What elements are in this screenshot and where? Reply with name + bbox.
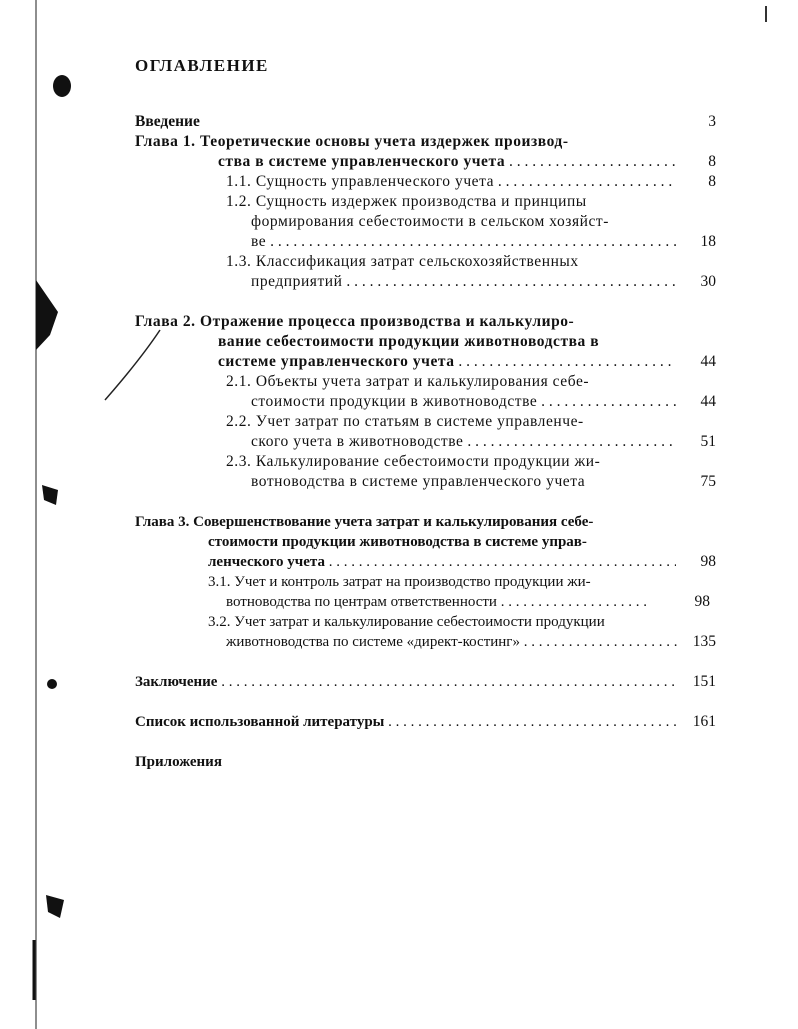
hole-punch-blot — [47, 679, 57, 689]
toc-1-2-line2: формирования себестоимости в сельском хозяйст- — [251, 213, 609, 230]
toc-ch3-page: 98 — [700, 553, 716, 570]
toc-ch1-page: 8 — [708, 153, 716, 170]
toc-conclusion-page: 151 — [692, 673, 716, 690]
toc-appendix-label: Приложения — [135, 754, 222, 770]
toc-2-3-line2: вотноводства в системе управленческого учета — [251, 473, 586, 490]
toc-ch2-title-line3: системе управленческого учета . . . — [218, 352, 676, 372]
toc-ch2-title-line2: вание себестоимости продукции животноводства в — [218, 333, 600, 350]
toc-2-2-page: 51 — [700, 433, 716, 450]
toc-2-1-page: 44 — [700, 393, 716, 410]
toc-3-1-line1: 3.1. Учет и контроль затрат на производство продукции жи- — [208, 574, 591, 590]
toc-1-1-page: 8 — [708, 173, 716, 190]
toc-ch2-page: 44 — [700, 353, 716, 370]
toc-1-2-line1: 1.2. Сущность издержек производства и принципы — [226, 193, 587, 210]
toc-references-page: 161 — [692, 713, 716, 730]
toc-ch1-title-line1: Глава 1. Теоретические основы учета издержек производ- — [135, 133, 569, 150]
toc-1-3-line1: 1.3. Классификация затрат сельскохозяйственных — [226, 253, 579, 270]
toc-2-3-line1: 2.3. Калькулирование себестоимости продукции жи- — [226, 453, 601, 470]
hole-punch-blot — [42, 485, 58, 505]
toc-3-1-page: 98 — [694, 593, 710, 610]
toc-1-3-line2: предприятий . . . — [251, 272, 676, 292]
toc-2-3-page: 75 — [700, 473, 716, 490]
hole-punch-blot — [46, 895, 64, 918]
toc-heading: ОГЛАВЛЕНИЕ — [135, 56, 269, 75]
toc-references-label: Список использованной литературы . . . — [135, 712, 678, 732]
toc-3-2-line2: животноводства по системе «директ-костинг» . . . — [226, 632, 678, 652]
toc-conclusion-label: Заключение . . . — [135, 672, 678, 692]
toc-intro-page: 3 — [708, 113, 716, 130]
toc-2-2-line2: ского учета в животноводстве . . . — [251, 432, 676, 452]
toc-2-2-line1: 2.2. Учет затрат по статьям в системе управленче- — [226, 413, 584, 430]
crease-mark — [105, 330, 160, 400]
toc-2-1-line2: стоимости продукции в животноводстве . . . — [251, 392, 676, 412]
toc-1-1-text: 1.1. Сущность управленческого учета . . . — [226, 172, 676, 192]
toc-ch3-title-line2: стоимости продукции животноводства в системе управ- — [208, 534, 587, 550]
toc-3-2-page: 135 — [692, 633, 716, 650]
toc-ch3-title-line3: ленческого учета . . . — [208, 552, 676, 572]
toc-ch2-title-line1: Глава 2. Отражение процесса производства и калькулиро- — [135, 313, 575, 330]
margin-tear-blot — [36, 280, 58, 350]
toc-ch1-title-line2: ства в системе управленческого учета . . . — [218, 152, 676, 172]
toc-3-1-line2: вотноводства по центрам ответственности . . . — [226, 592, 646, 612]
toc-ch3-title-line1: Глава 3. Совершенствование учета затрат и калькулирования себе- — [135, 514, 594, 530]
toc-intro-label: Введение — [135, 113, 200, 130]
toc-2-1-line1: 2.1. Объекты учета затрат и калькулирования себе- — [226, 373, 590, 390]
toc-1-3-page: 30 — [700, 273, 716, 290]
toc-1-2-line3: ве . . . — [251, 232, 676, 252]
toc-1-2-page: 18 — [700, 233, 716, 250]
hole-punch-blot — [53, 75, 71, 97]
toc-3-2-line1: 3.2. Учет затрат и калькулирование себестоимости продукции — [208, 614, 605, 630]
